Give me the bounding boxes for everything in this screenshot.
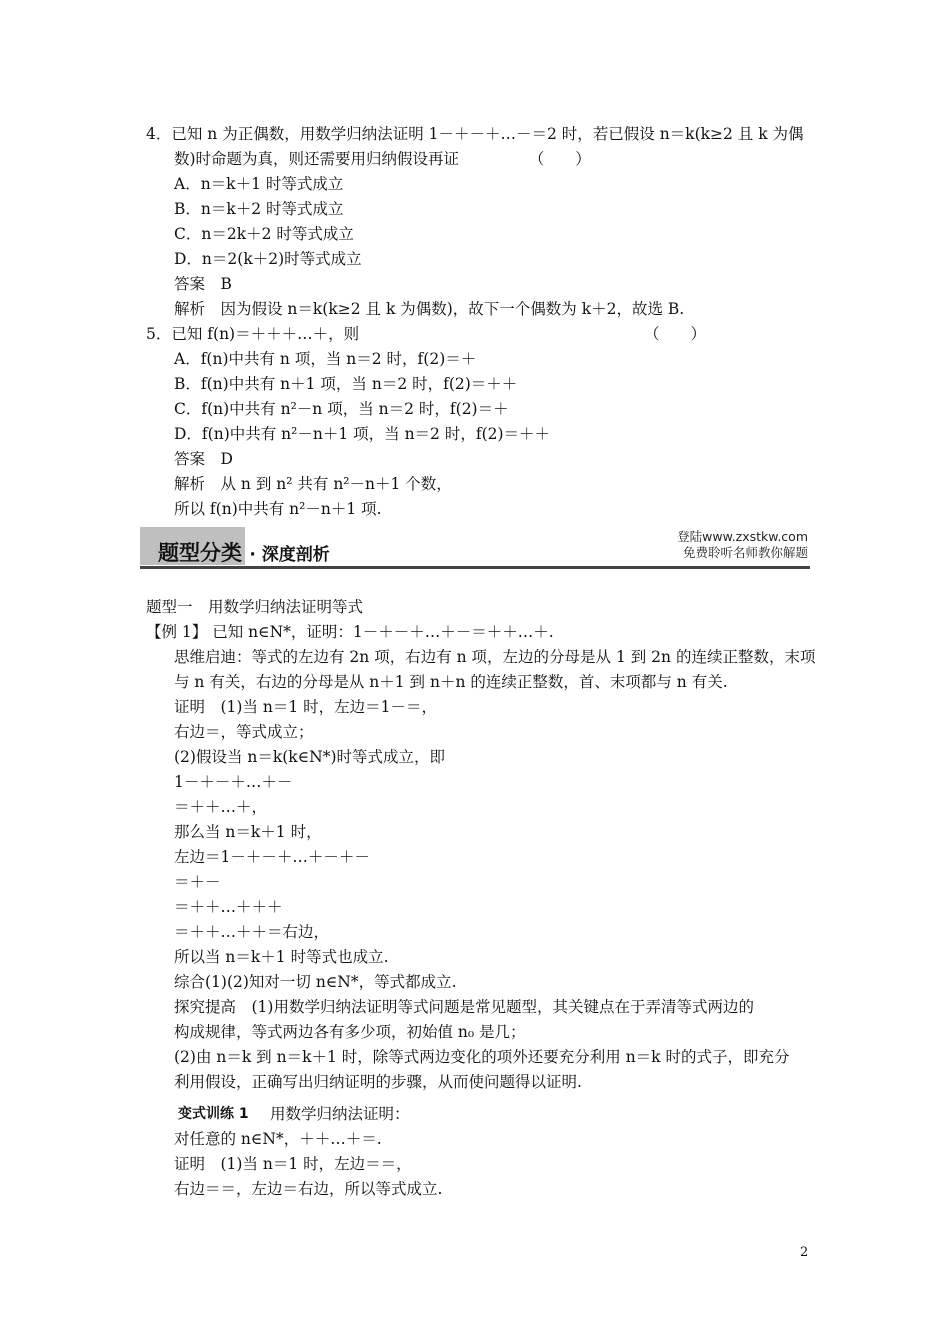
banner-rule [140,566,810,569]
text-line: 探究提高 (1)用数学归纳法证明等式问题是常见题型，其关键点在于弄清等式两边的 [174,998,754,1016]
text-line: 解析 从 n 到 n² 共有 n²－n＋1 个数， [174,475,452,493]
text-line: 综合(1)(2)知对一切 n∈N*，等式都成立. [174,973,457,991]
text-line: B．n＝k＋2 时等式成立 [174,200,344,218]
text-line: (2)假设当 n＝k(k∈N*)时等式成立，即 [174,748,446,766]
text-line: ＝＋＋…＋＋＝右边， [174,923,330,941]
text-line: A．f(n)中共有 n 项，当 n＝2 时，f(2)＝＋ [174,350,477,368]
text-line: 那么当 n＝k＋1 时， [174,823,322,841]
text-line: ＝＋＋…＋＋＋ [174,898,283,916]
text-line: 利用假设，正确写出归纳证明的步骤，从而使问题得以证明. [174,1073,582,1091]
text-line: 与 n 有关，右边的分母是从 n＋1 到 n＋n 的连续正整数，首、末项都与 n 有关. [174,673,728,691]
text-line: A．n＝k＋1 时等式成立 [174,175,344,193]
banner-site-info [677,529,808,561]
banner-site-url: 登陆www.zxstkw.com [677,529,808,544]
text-line: 答案 B [174,275,232,293]
banner-site-slogan: 免费聆听名师教你解题 [682,545,808,560]
text-line: 构成规律，等式两边各有多少项，初始值 n₀ 是几； [174,1023,526,1041]
text-line: 证明 (1)当 n＝1 时，左边＝＝， [174,1155,412,1173]
text-line: B．f(n)中共有 n＋1 项，当 n＝2 时，f(2)＝＋＋ [174,375,518,393]
text-line: 5．已知 f(n)＝＋＋＋…＋，则 [146,325,360,343]
text-line: ＝＋－ [174,873,221,891]
text-line: 思维启迪：等式的左边有 2n 项，右边有 n 项，左边的分母是从 1 到 2n 的连续正整数，末项 [174,648,816,666]
text-line: 右边＝，等式成立； [174,723,314,741]
text-line: 证明 (1)当 n＝1 时，左边＝1－＝， [174,698,438,716]
text-line: D．f(n)中共有 n²－n＋1 项，当 n＝2 时，f(2)＝＋＋ [174,425,551,443]
text-line: C．f(n)中共有 n²－n 项，当 n＝2 时，f(2)＝＋ [174,400,509,418]
text-line: 4．已知 n 为正偶数，用数学归纳法证明 1－＋－＋…－＝2 时，若已假设 n＝k(k≥2 且 k 为偶 [146,125,804,143]
text-line: ＝＋＋…＋， [174,798,268,816]
text-line: 右边＝＝，左边＝右边，所以等式成立. [174,1180,443,1198]
text-line: 题型一 用数学归纳法证明等式 [146,598,364,616]
text-line: 数)时命题为真，则还需要用归纳假设再证 （ ） [174,150,591,168]
exercise-label: 变式训练 1 [178,1106,249,1122]
page-number: 2 [800,1245,809,1260]
text-line: 所以当 n＝k＋1 时等式也成立. [174,948,389,966]
text-line: C．n＝2k＋2 时等式成立 [174,225,354,243]
section-banner [140,525,810,573]
text-line: 所以 f(n)中共有 n²－n＋1 项. [174,500,382,518]
text-line: （ ） [644,325,707,343]
text-line: D．n＝2(k＋2)时等式成立 [174,250,362,268]
text-line: 左边＝1－＋－＋…＋－＋－ [174,848,370,866]
banner-title [158,537,330,567]
text-line: 解析 因为假设 n＝k(k≥2 且 k 为偶数)，故下一个偶数为 k＋2，故选 B. [174,300,685,318]
banner-title-main: 题型分类 [158,541,242,565]
text-line: 1－＋－＋…＋－ [174,773,293,791]
text-line: 用数学归纳法证明： [270,1105,410,1123]
text-line: (2)由 n＝k 到 n＝k＋1 时，除等式两边变化的项外还要充分利用 n＝k 时的式子，即充分 [174,1048,790,1066]
text-line: 答案 D [174,450,233,468]
text-line: 对任意的 n∈N*，＋＋…＋＝. [174,1130,382,1148]
banner-title-sub: · 深度剖析 [249,545,330,565]
text-line: 【例 1】 已知 n∈N*，证明：1－＋－＋…＋－＝＋＋…＋. [146,623,554,641]
